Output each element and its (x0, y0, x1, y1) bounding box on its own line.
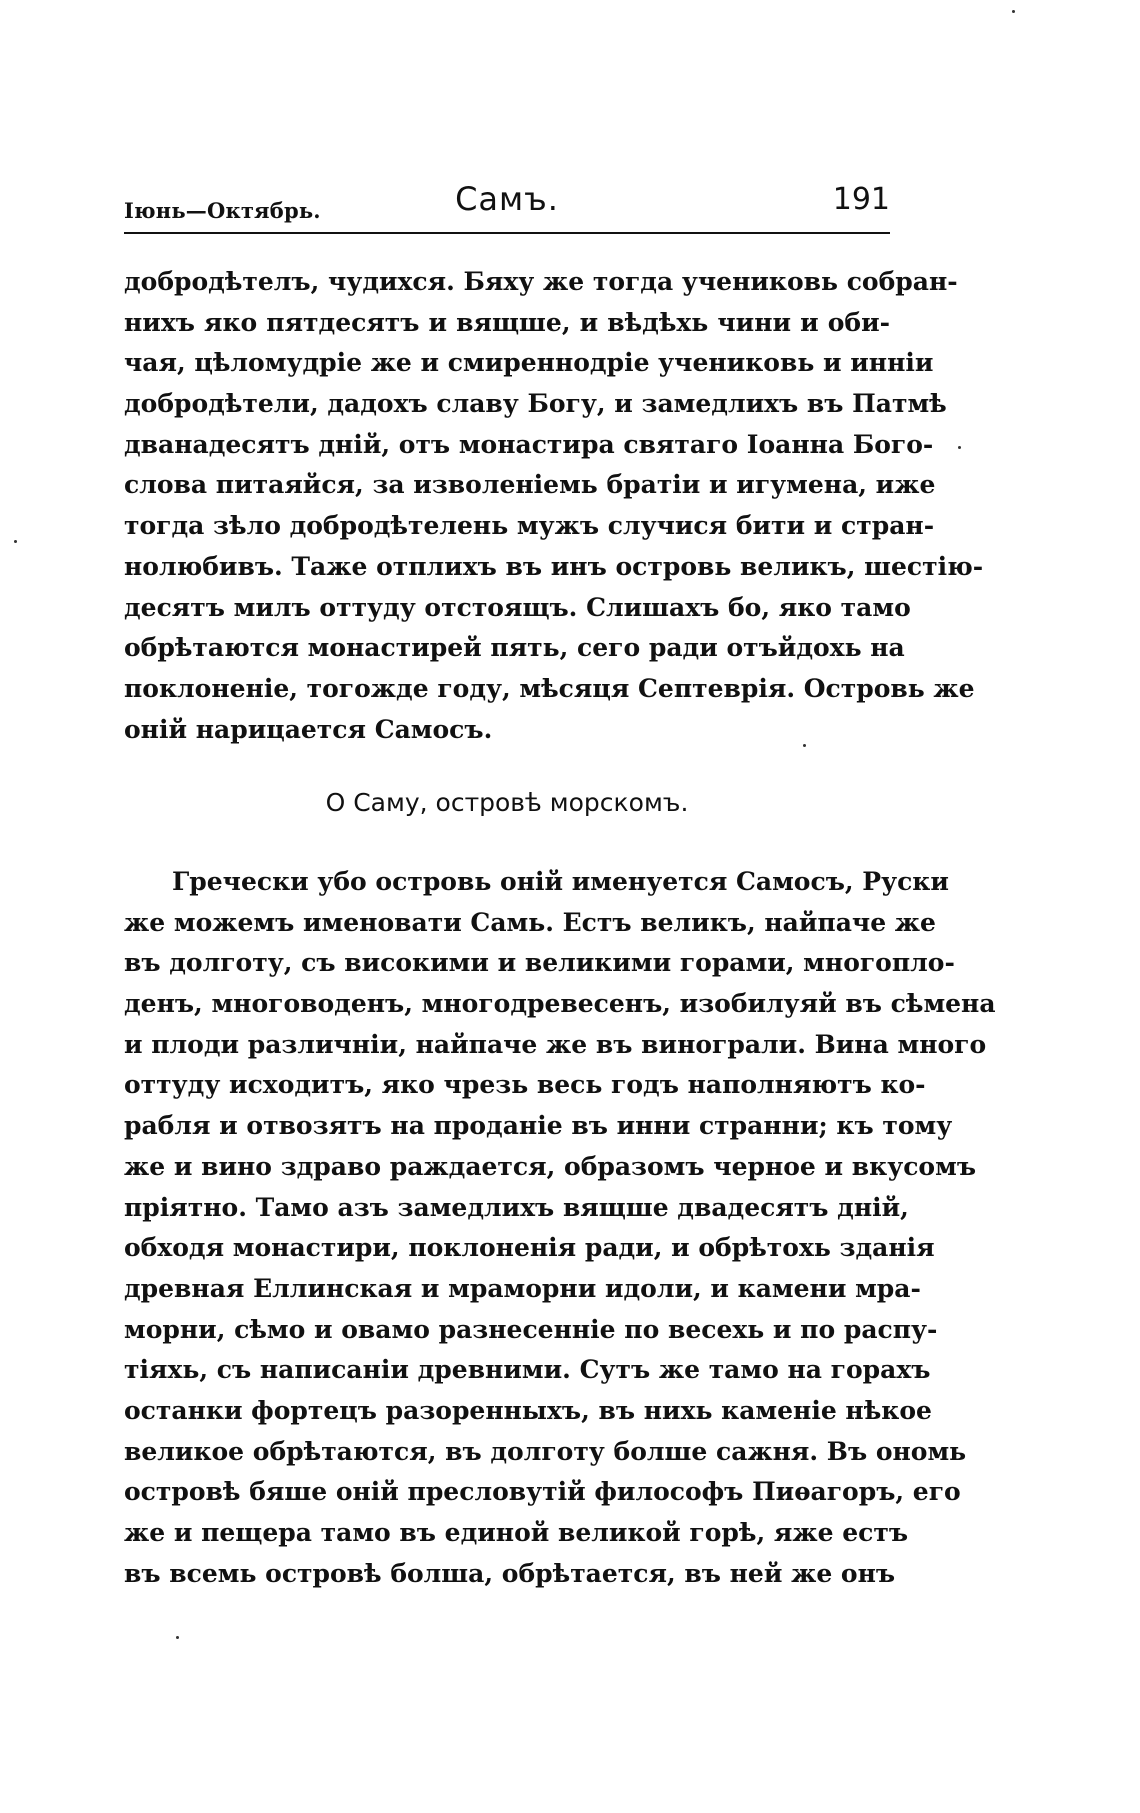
text-line: и плоди различніи, найпаче же въ винограли. Вина много (124, 1029, 987, 1059)
text-line: же и пещера тамо въ единой великой горѣ, яже естъ (124, 1518, 909, 1547)
text-line: нихъ яко пятдесятъ и вящше, и вѣдѣхь чини и оби- (124, 307, 890, 337)
header-rule (124, 232, 890, 234)
text-line: въ долготу, съ високими и великими горами, многопло- (124, 948, 955, 978)
text-line: островѣ бяше оній пресловутій философъ Пиѳагоръ, его (124, 1477, 961, 1507)
text-line: оттуду исходитъ, яко чрезь весь годъ наполняютъ ко- (124, 1070, 926, 1100)
header-date-range: Іюнь—Октябрь. (124, 198, 321, 223)
text-line: пріятно. Тамо азъ замедлихъ вящше двадесятъ дній, (124, 1192, 909, 1222)
text-line: тогда зѣло добродѣтелень мужъ случися бити и стран- (124, 511, 935, 541)
page-number: 191 (832, 182, 890, 217)
text-line: великое обрѣтаются, въ долготу болше сажня. Въ ономь (124, 1436, 967, 1466)
text-line: поклоненіе, тогожде году, мѣсяця Септеврія. Островь же (124, 673, 975, 703)
section-heading: О Саму, островѣ морскомъ. (325, 788, 689, 817)
print-speck (958, 446, 961, 449)
text-line: добродѣтелъ, чудихся. Бяху же тогда учениковь собран- (124, 267, 958, 296)
paragraph-2 (124, 862, 996, 1594)
text-line: тіяхь, съ написаніи древними. Сутъ же тамо на горахъ (124, 1355, 931, 1385)
text-line: обходя монастири, поклоненія ради, и обрѣтохь зданія (124, 1233, 935, 1263)
text-line: останки фортецъ разоренныхъ, въ нихь каменіе нѣкое (124, 1395, 932, 1425)
text-line: же можемъ именовати Самь. Естъ великъ, найпаче же (124, 907, 936, 937)
text-line: обрѣтаются монастирей пять, сего ради отъйдохь на (124, 633, 905, 663)
text-line: дванадесятъ дній, отъ монастира святаго Іоанна Бого- (124, 429, 934, 459)
text-line: же и вино здраво раждается, образомъ черное и вкусомъ (124, 1151, 977, 1181)
print-speck (803, 744, 806, 747)
print-speck (14, 540, 17, 543)
header-title: Самъ. (455, 180, 559, 218)
text-line: нолюбивъ. Таже отплихъ въ инъ островь великъ, шестію- (124, 551, 984, 581)
print-speck (1012, 10, 1015, 13)
text-line: чая, цѣломудріе же и смиреннодріе учениковь и инніи (124, 348, 934, 378)
text-line: оній нарицается Самосъ. (124, 714, 493, 744)
text-line: десятъ милъ оттуду отстоящъ. Слишахъ бо, яко тамо (124, 592, 911, 622)
text-line: Гречески убо островь оній именуется Самосъ, Руски (172, 867, 949, 896)
text-line: денъ, многоводенъ, многодревесенъ, изобилуяй въ сѣмена (124, 989, 996, 1019)
text-line: слова питаяйся, за изволеніемь братіи и игумена, иже (124, 470, 936, 500)
running-header (124, 180, 890, 228)
text-line: въ всемь островѣ болша, обрѣтается, въ ней же онъ (124, 1558, 896, 1588)
text-line: рабля и отвозятъ на проданіе въ инни странни; къ тому (124, 1111, 953, 1141)
print-speck (176, 1636, 179, 1639)
text-line: морни, сѣмо и овамо разнесенніе по весехь и по распу- (124, 1314, 938, 1344)
paragraph-1 (124, 262, 984, 750)
text-line: древная Еллинская и мраморни идоли, и камени мра- (124, 1273, 921, 1303)
text-line: добродѣтели, дадохъ славу Богу, и замедлихъ въ Патмѣ (124, 389, 947, 419)
